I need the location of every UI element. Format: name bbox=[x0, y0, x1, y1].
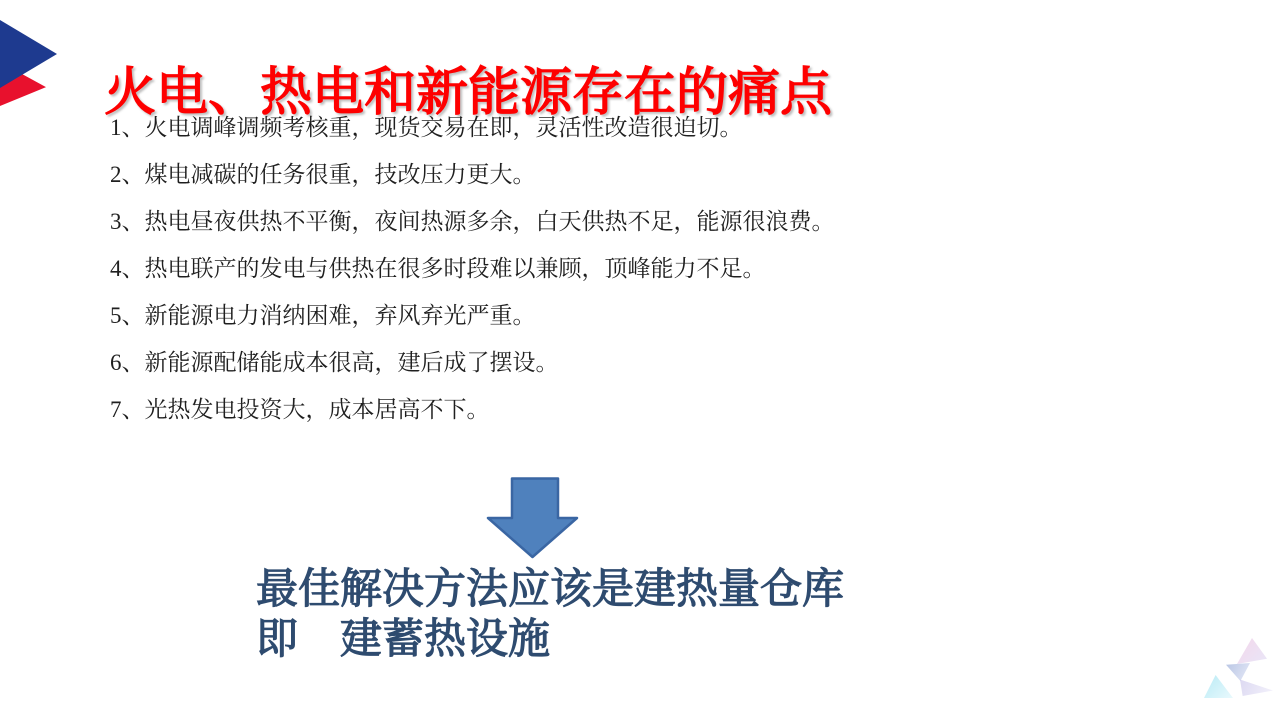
pain-point-item-7: 7、光热发电投资大，成本居高不下。 bbox=[110, 397, 490, 422]
pain-point-item-4: 4、热电联产的发电与供热在很多时段难以兼顾，顶峰能力不足。 bbox=[110, 256, 766, 281]
down-arrow-icon bbox=[486, 477, 579, 559]
conclusion-text bbox=[256, 564, 844, 664]
slide-title: 火电、热电和新能源存在的痛点 bbox=[104, 63, 833, 122]
pain-point-item-5: 5、新能源电力消纳困难，弃风弃光严重。 bbox=[110, 303, 536, 328]
pain-point-item-3: 3、热电昼夜供热不平衡，夜间热源多余，白天供热不足，能源很浪费。 bbox=[110, 209, 835, 234]
watermark-pink-triangle-icon bbox=[1237, 638, 1267, 664]
pain-point-item-1: 1、火电调峰调频考核重，现货交易在即，灵活性改造很迫切。 bbox=[110, 115, 743, 140]
conclusion-line-1: 最佳解决方法应该是建热量仓库 bbox=[256, 565, 845, 612]
watermark-cyan-triangle-icon bbox=[1204, 675, 1233, 698]
pain-point-list bbox=[110, 102, 835, 431]
watermark-steel-triangle-icon bbox=[1226, 663, 1250, 681]
conclusion-line-2: 即 建蓄热设施 bbox=[256, 615, 551, 662]
watermark-lavender-triangle-icon bbox=[1240, 674, 1273, 696]
pain-point-item-2: 2、煤电减碳的任务很重，技改压力更大。 bbox=[110, 162, 536, 187]
pain-point-item-6: 6、新能源配储能成本很高，建后成了摆设。 bbox=[110, 350, 559, 375]
